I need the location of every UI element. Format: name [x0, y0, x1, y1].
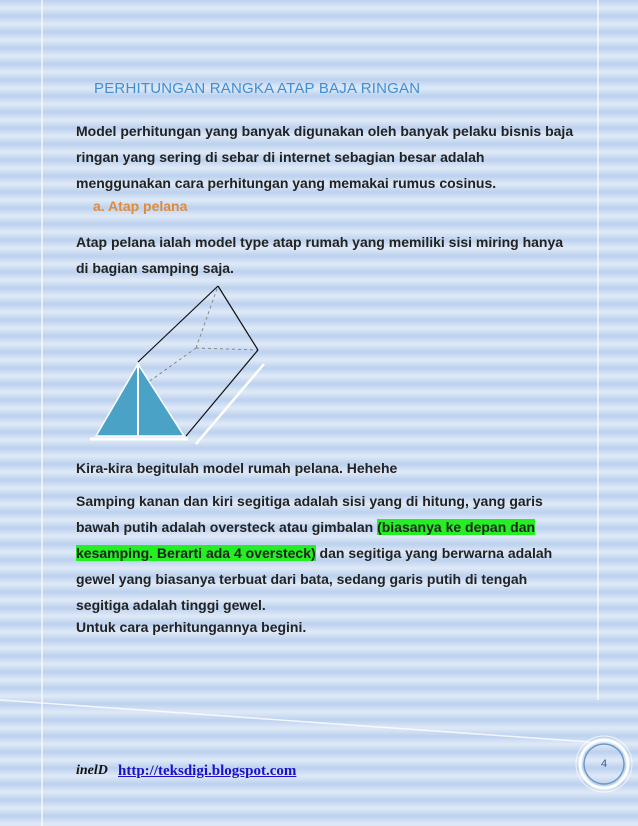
gable-roof-diagram — [88, 280, 288, 450]
section-heading: a. Atap pelana — [93, 198, 188, 214]
definition-paragraph: Atap pelana ialah model type atap rumah yang memiliki sisi miring hanya di bagian samping saja. — [76, 234, 564, 276]
page-number: 4 — [600, 758, 608, 770]
caption-paragraph: Kira-kira begitulah model rumah pelana. Hehehe — [76, 460, 398, 476]
explanation-text-2: dan segitiga yang berwarna adalah gewel yang biasanya terbuat dari bata, sedang garis putih di tengah segitiga adalah tinggi gewel. — [76, 545, 553, 613]
footer-blog-link[interactable]: http://teksdigi.blogspot.com — [118, 763, 297, 779]
explanation-paragraph — [76, 488, 576, 618]
intro-paragraph: Model perhitungan yang banyak digunakan oleh banyak pelaku bisnis baja ringan yang sering di sebar di internet sebagian besar adalah menggunakan cara perhitungan yang memakai rumus cosinus. — [76, 123, 574, 191]
explanation-text-1: Samping kanan dan kiri segitiga adalah sisi yang di hitung, yang garis bawah putih adalah oversteck atau gimbalan — [76, 493, 543, 535]
page-title: PERHITUNGAN RANGKA ATAP BAJA RINGAN — [94, 80, 421, 97]
highlighted-text: (biasanya ke depan dan kesamping. Berarti ada 4 oversteck) — [76, 519, 536, 561]
footer-brand: inelD — [76, 763, 108, 778]
closing-paragraph: Untuk cara perhitungannya begini. — [76, 619, 307, 635]
